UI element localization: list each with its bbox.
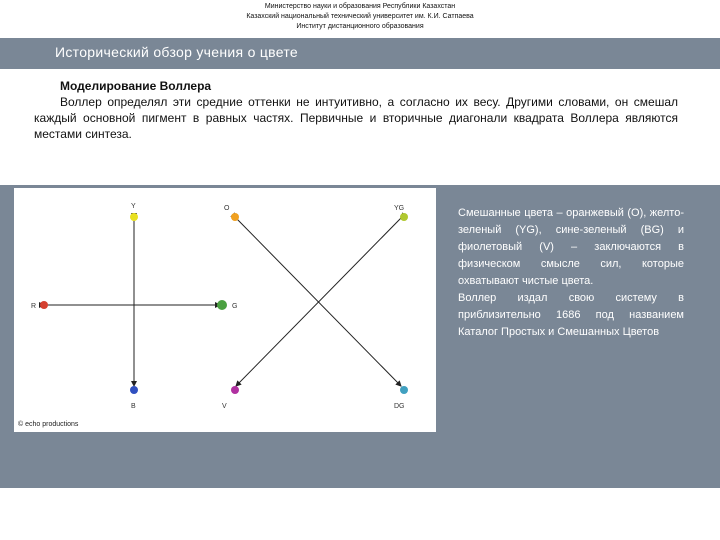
section-subtitle: Моделирование Воллера: [60, 79, 212, 93]
label-g: G: [232, 303, 238, 310]
side-paragraph-catalog: Воллер издал свою систему в приблизительно 1686 под названием Каталог Простых и Смешанных Цветов: [458, 292, 684, 338]
dot-v: [231, 386, 239, 394]
waller-diagram: [14, 188, 436, 432]
intro-paragraph: Воллер определял эти средние оттенки не интуитивно, а согласно их весу. Другими словами, он смешал каждый основной пигмент в равных частях. Первичные и вторичные диагонали квадрата Воллера являются местами синтеза.: [34, 95, 678, 141]
dot-r: [40, 301, 48, 309]
institution-header: [0, 2, 720, 32]
dot-g: [217, 300, 227, 310]
side-paragraph-mixed-colors: Смешанные цвета – оранжевый (O), желто-зеленый (YG), сине-зеленый (BG) и фиолетовый (V) – заключаются в физическом смысле сил, которые охватывают чистые цвета.: [458, 207, 684, 287]
label-dg: DG: [394, 403, 405, 410]
header-line-institute: Институт дистанционного образования: [296, 23, 424, 30]
label-v: V: [222, 403, 227, 410]
label-b: B: [131, 403, 136, 410]
label-r: R: [31, 303, 37, 310]
waller-diagram-svg: [14, 188, 436, 432]
header-line-ministry: Министерство науки и образования Республики Казахстан: [264, 3, 456, 10]
title-bar: [0, 38, 720, 69]
dot-y: [130, 213, 138, 221]
image-credit: © echo productions: [18, 421, 79, 428]
label-y: Y: [131, 203, 136, 210]
side-description: [458, 205, 684, 341]
slide-title: Исторический обзор учения о цвете: [55, 44, 299, 60]
label-yg: YG: [394, 205, 405, 212]
header-line-university: Казахский национальный технический университет им. К.И. Сатпаева: [246, 13, 474, 20]
dot-yg: [400, 213, 408, 221]
dot-b: [130, 386, 138, 394]
label-o: O: [224, 205, 230, 212]
intro-text: [34, 78, 678, 142]
dot-o: [231, 213, 239, 221]
dot-dg: [400, 386, 408, 394]
